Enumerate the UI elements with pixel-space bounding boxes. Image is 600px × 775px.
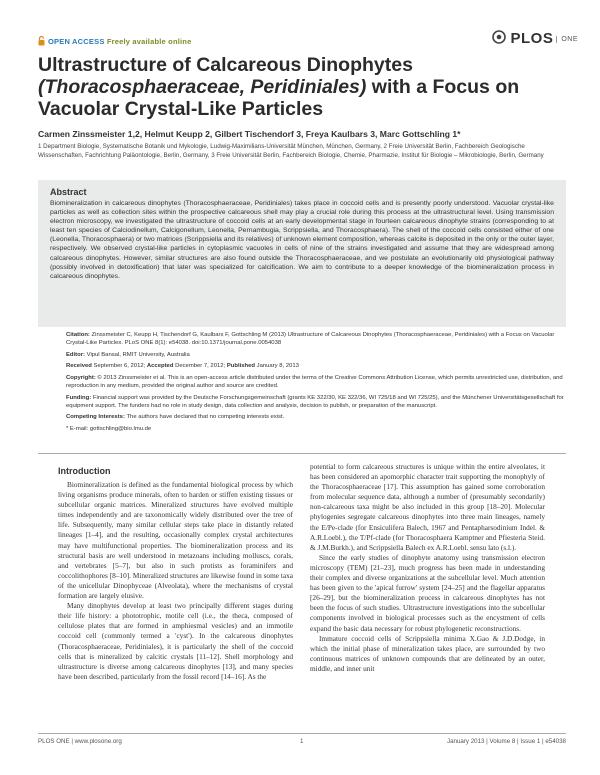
abstract-box	[38, 180, 566, 327]
abstract-heading: Abstract	[50, 187, 87, 197]
paragraph: Biomineralization is defined as the fundamental biological process by which living organisms produce minerals, often to harden or stiffen existing tissues or subcellular organic matrices. Mineralized structures have evolved multiple times independently and are taxonomically widely distributed over the tree of life. Subsequently, many similar cellular steps take place in distantly related lineages [1–4], and the resulting, occasionally complex crystal architectures may have multifunctional properties. The biomineralization process and its structural basis are well understood in metazoans including molluscs, corals, and vertebrates [5–7], but also in such protists as foraminifers and coccolithophores [8–10]. Mineralized structures are likewise found in some taxa of the unicellular Dinophyceae (Alveolata), where the mechanisms of crystal formation are largely elusive.	[58, 480, 293, 601]
title-line-1: Ultrastructure of Calcareous Dinophytes	[38, 54, 413, 76]
journal-name: PLOS	[510, 30, 554, 47]
journal-logo	[492, 30, 578, 48]
journal-suffix: ONE	[556, 36, 578, 43]
plos-logo-icon	[492, 30, 506, 48]
article-metadata	[66, 331, 566, 436]
title-taxa: (Thoracosphaeraceae, Peridiniales)	[38, 76, 367, 98]
editor: Editor: Vipul Bansal, RMIT University, Australia	[66, 351, 190, 358]
footer-journal: PLOS ONE | www.plosone.org	[38, 738, 122, 745]
abstract-text: Biomineralization in calcareous dinophytes (Thoracosphaeraceae, Peridiniales) takes place in coccoid cells and is presently poorly understood. Vacuolar crystal-like particles as well as collection sites within the prospective calcareous shell may play a crucial role during this process at the ultrastructural level. Using transmission electron microscopy, we investigated the ultrastructure of coccoid cells at an early developmental stage in fourteen calcareous dinophyte strains (corresponding to at least ten species of Calciodinellum, Calcigonellum, Leonella, Pernambugia, Scrippsiella, and Thoracosphaera). The shell of the coccoid cells consisted either of one (Leonella, Thoracosphaera) or two matrices (Scrippsiella and its relatives) of unknown element composition, whereas calcite is deposited in the only or the outer layer, respectively. We observed crystal-like particles in cytoplasmic vacuoles in cells of nine of the strains investigated and assume that they are widespread among calcareous dinophytes. However, similar structures are also found outside the Thoracosphaeraceae, and we postulate an evolutionarily old physiological pathway (possibly involved in detoxification) that later was specialized for calcification. We aim to contribute to a deeper knowledge of the biomineralization process in calcareous dinophytes.	[50, 200, 554, 280]
email[interactable]: * E-mail: gottschling@bio.lmu.de	[66, 425, 152, 432]
paragraph: Since the early studies of dinophyte anatomy using transmission electron microscopy (TEM) [21–23], much progress has been made in understanding their complex and diverse organizations at the subcellular level. Much attention has been given to the 'apical furrow' system [24–25] and the flagellar apparatus [26–29], but the biomineralization process in calcareous dinophytes has not been the focus of such studies. Ultrastructure investigations into the subcellular components involved in biological processes such as the encystment of cells expand the basic data necessary for robust phylogenetic reconstructions.	[310, 552, 545, 633]
paragraph: potential to form calcareous structures is unique within the entire alveolates, it has been considered an apomorphic character trait supporting the monophyly of the Thoracosphaeraceae [17]. This assumption has gained some corroboration from molecular sequence data, although a number of (presumably secondarily) non-calcareous taxa might be also included in this group [18–20]. Molecular phylogenies segregate calcareous dinophytes into three main lineages, namely the E/Pe-clade (for Ensiculifera Balech, 1967 and Pentapharsodinium Indel. & A.R.Loebl.), the T/Pf-clade (for Thoracosphaera Kamptner and Pfiesteria Steid. & J.M.Burkh.), and Scrippsiella Balech ex A.R.Loebl. sensu lato (s.l.).	[310, 462, 545, 552]
affiliations: 1 Department Biologie, Systematische Botanik und Mykologie, Ludwig-Maximilians-Universität München, München, Germany, 2 Freie Universität Berlin, Fachbereich Geologische Wissenschaften, Fachrichtung Paläontologie, Berlin, Germany, 3 Freie Universität Berlin, Fachbereich Biologie, Chemie, Pharmazie, Institut für Biologie – Mikrobiologie, Berlin, Germany	[38, 143, 544, 160]
author-list: Carmen Zinssmeister 1,2, Helmut Keupp 2, Gilbert Tischendorf 3, Freya Kaulbars 3, Marc Gottschling 1*	[38, 129, 461, 139]
funding: Funding: Financial support was provided by the Deutsche Forschungsgemeinschaft (grants KE 322/30, KE 322/36, WI 725/18 and WI 725/25), and the Münchener Universitätsgesellschaft for equipment support. The funders had no role in study design, data collection and analysis, decision to publish, or preparation of the manuscript.	[66, 394, 564, 409]
competing-interests: Competing Interests: The authors have declared that no competing interests exist.	[66, 414, 285, 421]
footer-divider	[38, 733, 566, 734]
freely-available-label: Freely available online	[106, 36, 192, 46]
open-access-lock-icon	[38, 36, 45, 48]
open-access-banner	[38, 36, 191, 48]
paragraph: Many dinophytes develop at least two principally different stages during their life history: a phototrophic, motile cell (i.e., the theca, composed of cellulose plates that are formed in amphiesmal vesicles) and an immotile coccoid cell (commonly termed a 'cyst'). In the calcareous dinophytes (Thoracosphaeraceae, Peridiniales), it is particularly the shell of the coccoid cells that is mineralized by calcitic crystals [11–12]. Shell morphology and ultrastructure is diverse among calcareous dinophytes [13], and many species have been described, particularly from the fossil record [14–16]. As the	[58, 601, 293, 681]
citation: Citation: Zinssmeister C, Keupp H, Tischendorf G, Kaulbars F, Gottschling M (2013) Ultrastructure of Calcareous Dinophytes (Thoracosphaeraceae, Peridiniales) with a Focus on Vacuolar Crystal-Like Particles. PLoS ONE 8(1): e54038. doi:10.1371/journal.pone.0054038	[66, 332, 555, 347]
title-line-2-rest: with a Focus on	[366, 76, 520, 98]
divider	[38, 453, 566, 454]
footer-issue: January 2013 | Volume 8 | Issue 1 | e54038	[446, 738, 566, 745]
introduction-heading: Introduction	[58, 466, 111, 476]
title-line-3: Vacuolar Crystal-Like Particles	[38, 98, 324, 120]
body-column-right	[310, 462, 545, 674]
copyright: Copyright: © 2013 Zinssmeister et al. This is an open-access article distributed under the terms of the Creative Commons Attribution License, which permits unrestricted use, distribution, and reproduction in any medium, provided the original author and source are credited.	[66, 374, 563, 389]
article-title	[38, 54, 558, 120]
title-line-2	[38, 76, 558, 98]
body-column-left	[58, 480, 293, 682]
page-number: 1	[300, 738, 304, 745]
open-access-label: OPEN ACCESS	[48, 36, 105, 46]
paragraph: Immature coccoid cells of Scrippsiella minima X.Gao & J.D.Dodge, in which the initial phase of mineralization takes place, are surrounded by two continuous matrices of unknown compounds that are delineated by an outer, middle, and inner unit	[310, 633, 545, 673]
dates: Received September 6, 2012; Accepted December 7, 2012; Published January 8, 2013	[66, 363, 299, 370]
